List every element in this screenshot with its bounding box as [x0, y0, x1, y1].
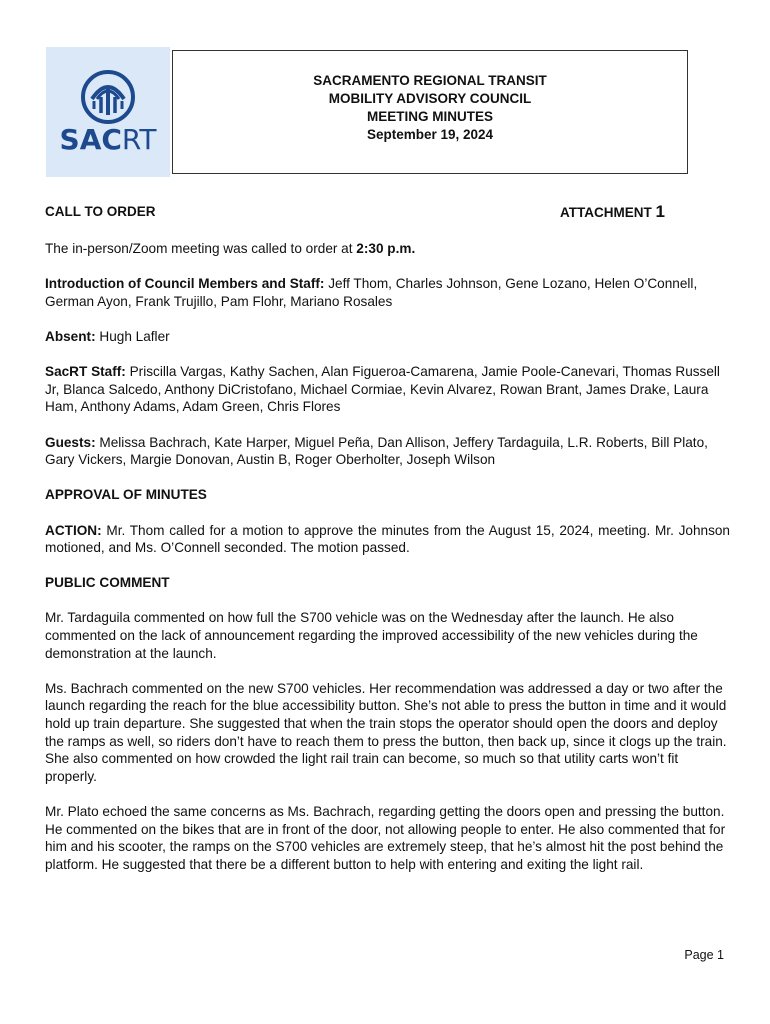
call-to-order-time: 2:30 p.m. [356, 241, 416, 256]
guests-label: Guests: [45, 434, 96, 450]
guests-paragraph [45, 434, 730, 469]
minutes-body [45, 240, 730, 891]
absent-paragraph [45, 328, 730, 346]
staff-paragraph [45, 363, 730, 416]
page-number: Page 1 [684, 948, 724, 962]
logo-word-rt: RT [121, 123, 157, 156]
title-line-council: MOBILITY ADVISORY COUNCIL [328, 91, 532, 106]
introduction-label: Introduction of Council Members and Staff: [45, 276, 325, 292]
call-to-order-text [45, 240, 730, 258]
call-to-order-row [45, 204, 665, 222]
title-line-date: September 19, 2024 [366, 127, 494, 142]
public-comment-heading: PUBLIC COMMENT [45, 575, 170, 591]
approval-heading: APPROVAL OF MINUTES [45, 487, 207, 503]
attachment-label [560, 202, 665, 222]
title-line-agency: SACRAMENTO REGIONAL TRANSIT [313, 73, 547, 88]
attachment-text: ATTACHMENT [560, 205, 652, 220]
action-label: ACTION: [45, 522, 102, 538]
call-to-order-heading: CALL TO ORDER [45, 204, 156, 219]
sacrt-logo [46, 47, 170, 177]
approval-action-paragraph [45, 522, 730, 557]
staff-label: SacRT Staff: [45, 364, 126, 380]
document-title-box [172, 50, 688, 174]
comment-paragraph: Mr. Plato echoed the same concerns as Ms. Bachrach, regarding getting the doors open and pressing the button. He commented on the bikes that are in front of the door, not allowing people to enter. He also commented that for him and his scooter, the ramps on the S700 vehicles are extremely steep, that he’s almost hit the post behind the platform. He suggested that there be a different button to help with entering and exiting the light rail. [45, 804, 726, 872]
introduction-paragraph [45, 275, 730, 310]
absent-names: Hugh Lafler [95, 328, 170, 344]
comment-paragraph: Ms. Bachrach commented on the new S700 vehicles. Her recommendation was addressed a day or two after the launch regarding the reach for the blue accessibility button. She’s not able to press the button in time and it would hold up train departure. She suggested that when the train stops the operator should open the doors and deploy the ramps as well, so riders don’t have to reach them to press the button, then back up, since it clogs up the train. She also commented on how crowded the light rail train can become, so much so that utility carts won’t fit properly. [45, 680, 727, 784]
call-to-order-sentence: The in-person/Zoom meeting was called to order at [45, 241, 357, 256]
title-line-doc-type: MEETING MINUTES [366, 109, 493, 124]
comment-paragraph: Mr. Tardaguila commented on how full the S700 vehicle was on the Wednesday after the launch. He also commented on the lack of announcement regarding the improved accessibility of the new vehicles during the demonstration at the launch. [45, 610, 698, 661]
logo-wordmark [46, 125, 170, 155]
document-title [173, 72, 687, 144]
attachment-number: 1 [655, 202, 665, 221]
staff-names: Priscilla Vargas, Kathy Sachen, Alan Figueroa-Camarena, Jamie Poole-Canevari, Thomas Russell Jr, Blanca Salcedo, Anthony DiCristofano, Michael Cormiae, Kevin Alvarez, Rowan Brant, James Drake, Laura Ham, Anthony Adams, Adam Green, Chris Flores [45, 364, 720, 415]
absent-label: Absent: [45, 328, 96, 344]
sacrt-emblem-icon [80, 69, 136, 125]
logo-word-sac: SAC [59, 123, 122, 156]
guests-names: Melissa Bachrach, Kate Harper, Miguel Peña, Dan Allison, Jeffery Tardaguila, L.R. Roberts, Bill Plato, Gary Vickers, Margie Donovan, Austin B, Roger Oberholter, Joseph Wilson [45, 434, 708, 468]
introduction-names: Jeff Thom, Charles Johnson, Gene Lozano, Helen O’Connell, German Ayon, Frank Trujillo, Pam Flohr, Mariano Rosales [45, 276, 698, 309]
action-text: Mr. Thom called for a motion to approve the minutes from the August 15, 2024, meeting. Mr. Johnson motioned, and Ms. O’Connell seconded. The motion passed. [45, 522, 730, 556]
